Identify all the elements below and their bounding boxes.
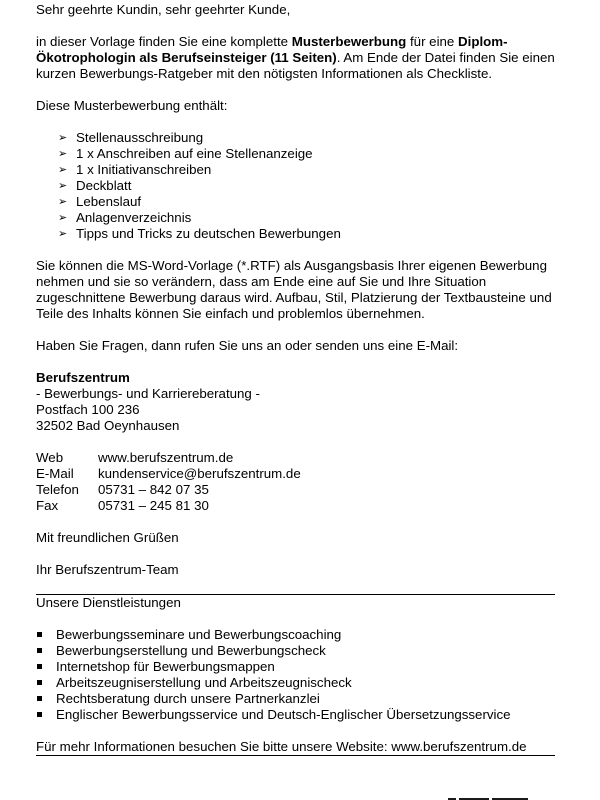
contents-list [36,130,556,242]
contact-label: Telefon [36,482,79,497]
contact-row-web [36,450,556,466]
square-bullet-icon [37,696,42,701]
services-item-label: Arbeitszeugniserstellung und Arbeitszeugnischeck [56,675,352,690]
square-bullet-icon [37,664,42,669]
services-item-label: Bewerbungsseminare und Bewerbungscoaching [56,627,342,642]
contents-item [58,194,556,210]
signature: Ihr Berufszentrum-Team [36,562,179,577]
contact-value: kundenservice@berufszentrum.de [98,466,301,481]
services-item [36,627,556,643]
square-bullet-icon [37,648,42,653]
footer-info: Für mehr Informationen besuchen Sie bitte unsere Website: www.berufszentrum.de [36,739,527,754]
contact-label: E-Mail [36,466,74,481]
contents-item [58,178,556,194]
arrow-bullet-icon: ➢ [58,212,68,224]
city-line: 32502 Bad Oeynhausen [36,418,180,433]
arrow-bullet-icon: ➢ [58,228,68,240]
arrow-bullet-icon: ➢ [58,196,68,208]
services-item [36,707,556,723]
address-block [36,370,556,434]
contact-row-fax [36,498,556,514]
services-item-label: Bewerbungserstellung und Bewerbungscheck [56,643,326,658]
contents-item-label: Tipps und Tricks zu deutschen Bewerbungen [76,226,341,241]
arrow-bullet-icon: ➢ [58,132,68,144]
services-item-label: Internetshop für Bewerbungsmappen [56,659,275,674]
company-subtitle: - Bewerbungs- und Karriereberatung - [36,386,260,401]
square-bullet-icon [37,680,42,685]
services-item [36,691,556,707]
contact-row-phone [36,482,556,498]
services-item [36,643,556,659]
services-item [36,675,556,691]
contents-item-label: 1 x Anschreiben auf eine Stellenanzeige [76,146,313,161]
closing: Mit freundlichen Grüßen [36,530,179,545]
services-item [36,659,556,675]
po-box: Postfach 100 236 [36,402,140,417]
arrow-bullet-icon: ➢ [58,148,68,160]
square-bullet-icon [37,712,42,717]
intro-bold-2: Diplom-Ökotrophologin als Berufseinsteiger (11 Seiten) [36,34,508,65]
logo-fragment [448,792,548,800]
intro-text-2: für eine [406,34,459,49]
contact-row-email [36,466,556,482]
questions-text: Haben Sie Fragen, dann rufen Sie uns an oder senden uns eine E-Mail: [36,338,459,353]
contact-value: 05731 – 245 81 30 [98,498,209,513]
services-item-label: Rechtsberatung durch unsere Partnerkanzlei [56,691,320,706]
services-heading: Unsere Dienstleistungen [36,595,181,610]
company-name: Berufszentrum [36,370,130,385]
footer-divider-line [36,755,555,756]
services-list [36,627,556,723]
contents-item-label: Deckblatt [76,178,132,193]
contact-value: www.berufszentrum.de [98,450,234,465]
services-item-label: Englischer Bewerbungsservice und Deutsch-Englischer Übersetzungsservice [56,707,511,722]
intro-text-1: in dieser Vorlage finden Sie eine komplette [36,34,292,49]
square-bullet-icon [37,632,42,637]
document-page [36,2,556,756]
contents-heading: Diese Musterbewerbung enthält: [36,98,228,113]
usage-paragraph: Sie können die MS-Word-Vorlage (*.RTF) als Ausgangsbasis Ihrer eigenen Bewerbung nehmen und sie so verändern, dass am Ende eine auf Sie und Ihre Situation zugeschnittene Bewerbung daraus wird. Aufbau, Stil, Platzierung der Textbausteine und Teile des Inhalts können Sie einfach und problemlos übernehmen. [36,258,552,321]
contact-label: Fax [36,498,59,513]
contents-item [58,162,556,178]
contents-item-label: Lebenslauf [76,194,142,209]
intro-bold-1: Musterbewerbung [291,34,407,49]
contents-item-label: Anlagenverzeichnis [76,210,192,225]
intro-paragraph [36,34,556,82]
contents-item-label: 1 x Initiativanschreiben [76,162,212,177]
contents-item [58,130,556,146]
contents-item [58,226,556,242]
arrow-bullet-icon: ➢ [58,164,68,176]
contents-item-label: Stellenausschreibung [76,130,204,145]
contents-item [58,146,556,162]
contact-label: Web [36,450,64,465]
contents-item [58,210,556,226]
arrow-bullet-icon: ➢ [58,180,68,192]
contact-block [36,450,556,514]
intro-text-3: . Am Ende der Datei finden Sie einen kurzen Bewerbungs-Ratgeber mit den nötigsten Informationen als Checkliste. [36,50,555,81]
greeting: Sehr geehrte Kundin, sehr geehrter Kunde, [36,2,291,17]
contact-value: 05731 – 842 07 35 [98,482,209,497]
